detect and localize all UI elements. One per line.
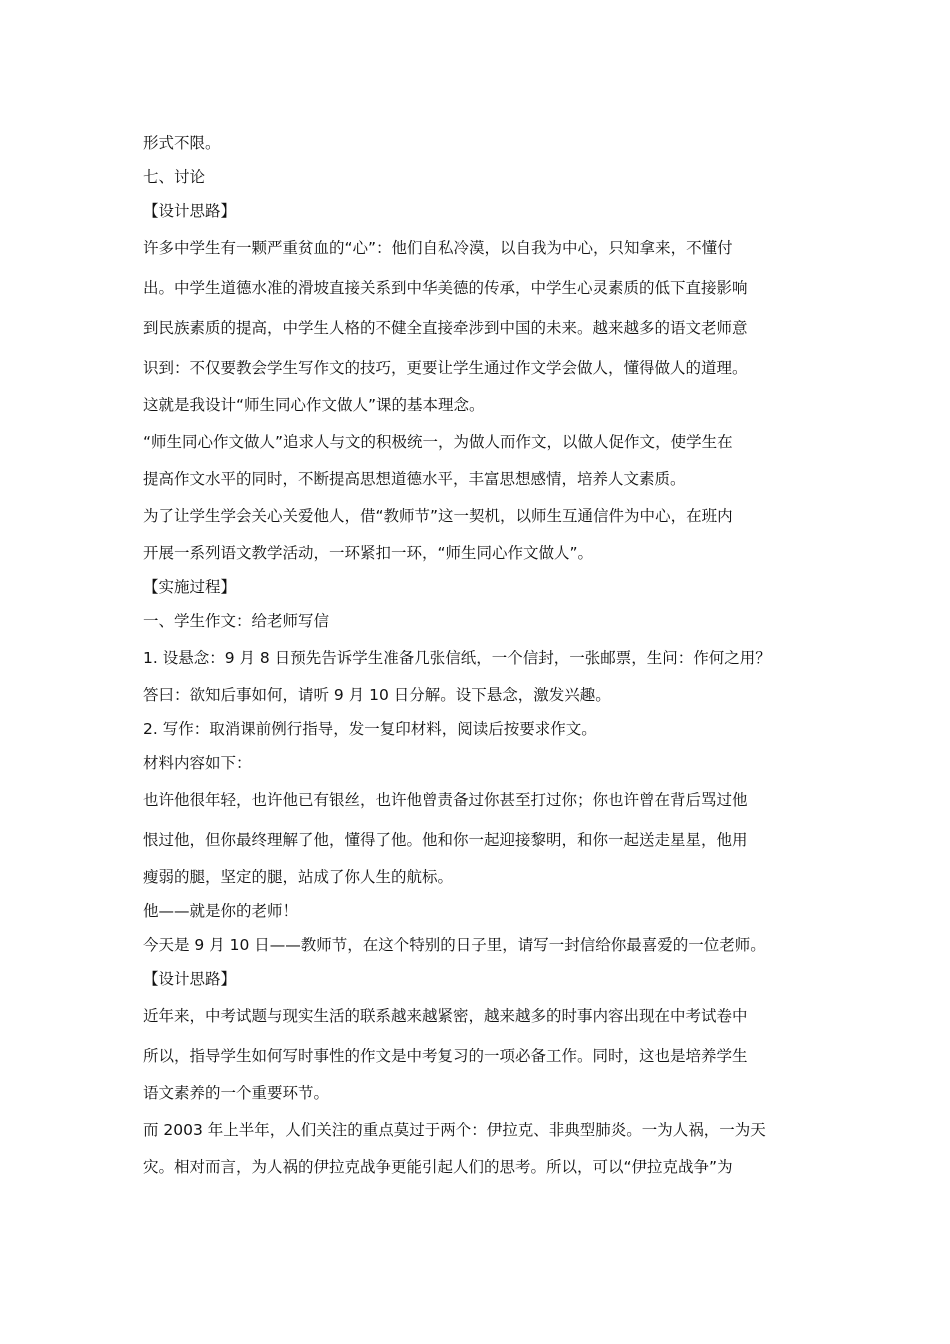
text-line: 而 2003 年上半年，人们关注的重点莫过于两个：伊拉克、非典型肺炎。一为人祸，一为天 xyxy=(143,1121,766,1139)
text-line: 他——就是你的老师！ xyxy=(143,902,299,920)
text-line: 恨过他，但你最终理解了他，懂得了他。他和你一起迎接黎明，和你一起送走星星，他用 xyxy=(143,831,748,849)
text-line: 今天是 9 月 10 日——教师节，在这个特别的日子里，请写一封信给你最喜爱的一位老师。 xyxy=(143,936,766,954)
text-line: 语文素养的一个重要环节。 xyxy=(143,1084,330,1102)
document-body xyxy=(143,126,813,1184)
text-line: 2. 写作：取消课前例行指导，发一复印材料，阅读后按要求作文。 xyxy=(143,720,597,738)
text-line: 瘦弱的腿，坚定的腿，站成了你人生的航标。 xyxy=(143,868,454,886)
text-line: 开展一系列语文教学活动，一环紧扣一环，“师生同心作文做人”。 xyxy=(143,544,594,562)
text-line: 到民族素质的提高，中学生人格的不健全直接牵涉到中国的未来。越来越多的语文老师意 xyxy=(143,319,748,337)
subsection-heading: 【实施过程】 xyxy=(143,578,237,596)
text-line: 识到：不仅要教会学生写作文的技巧，更要让学生通过作文学会做人，懂得做人的道理。 xyxy=(143,359,748,377)
text-line: 也许他很年轻，也许他已有银丝，也许他曾责备过你甚至打过你；你也许曾在背后骂过他 xyxy=(143,791,748,809)
subsection-heading: 【设计思路】 xyxy=(143,970,237,988)
section-heading: 一、学生作文：给老师写信 xyxy=(143,612,330,630)
text-line: 灾。相对而言，为人祸的伊拉克战争更能引起人们的思考。所以，可以“伊拉克战争”为 xyxy=(143,1158,733,1176)
text-line: 出。中学生道德水准的滑坡直接关系到中华美德的传承，中学生心灵素质的低下直接影响 xyxy=(143,279,748,297)
section-heading: 七、讨论 xyxy=(143,168,206,186)
text-line: 提高作文水平的同时，不断提高思想道德水平，丰富思想感情，培养人文素质。 xyxy=(143,470,686,488)
text-line: 答曰：欲知后事如何，请听 9 月 10 日分解。设下悬念，激发兴趣。 xyxy=(143,686,611,704)
text-line: 这就是我设计“师生同心作文做人”课的基本理念。 xyxy=(143,396,485,414)
text-line: 许多中学生有一颗严重贫血的“心”：他们自私冷漠，以自我为中心，只知拿来，不懂付 xyxy=(143,239,733,257)
text-line: “师生同心作文做人”追求人与文的积极统一，为做人而作文，以做人促作文，使学生在 xyxy=(143,433,733,451)
subsection-heading: 【设计思路】 xyxy=(143,202,237,220)
text-line: 近年来，中考试题与现实生活的联系越来越紧密，越来越多的时事内容出现在中考试卷中 xyxy=(143,1007,748,1025)
text-line: 所以，指导学生如何写时事性的作文是中考复习的一项必备工作。同时，这也是培养学生 xyxy=(143,1047,748,1065)
text-line: 形式不限。 xyxy=(143,134,221,152)
text-line: 为了让学生学会关心关爱他人，借“教师节”这一契机，以师生互通信件为中心，在班内 xyxy=(143,507,733,525)
text-line: 材料内容如下： xyxy=(143,754,252,772)
text-line: 1. 设悬念：9 月 8 日预先告诉学生准备几张信纸，一个信封，一张邮票，生问：作何之用？ xyxy=(143,649,771,667)
